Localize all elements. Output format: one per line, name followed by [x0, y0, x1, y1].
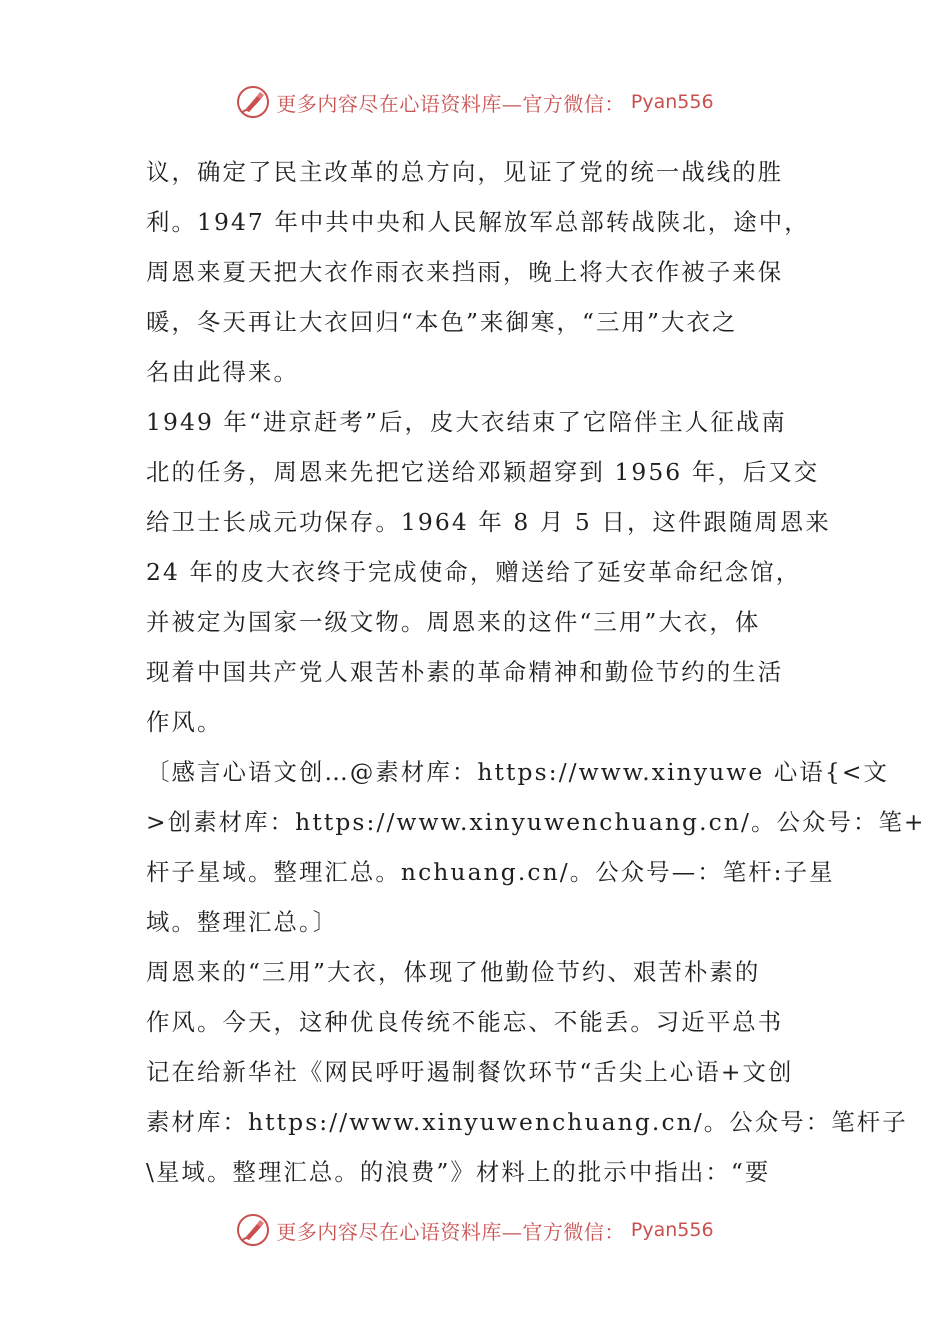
- pen-nib-logo-icon: [236, 1213, 270, 1247]
- wechat-id: Pyan556: [630, 1219, 714, 1241]
- footer-banner: [0, 1208, 950, 1252]
- text-line: 给卫士长成元功保存。1964 年 8 月 5 日，这件跟随周恩来: [146, 508, 831, 536]
- text-line: 议，确定了民主改革的总方向，见证了党的统一战线的胜: [146, 158, 784, 186]
- text-line: 周恩来夏天把大衣作雨衣来挡雨，晚上将大衣作被子来保: [146, 258, 784, 286]
- text-line: 北的任务，周恩来先把它送给邓颖超穿到 1956 年，后又交: [146, 458, 820, 486]
- header-banner: [0, 80, 950, 124]
- text-line: 记在给新华社《网民呼吁遏制餐饮环节“舌尖上心语+文创: [146, 1058, 794, 1086]
- text-line: 作风。今天，这种优良传统不能忘、不能丢。习近平总书: [146, 1008, 784, 1036]
- document-body: [146, 147, 926, 1197]
- text-line: 24 年的皮大衣终于完成使命，赠送给了延安革命纪念馆，: [146, 558, 802, 586]
- text-line: 杆子星域。整理汇总。nchuang.cn/。公众号—：笔杆:子星: [146, 858, 835, 886]
- banner-text: 更多内容尽在心语资料库—官方微信：: [276, 91, 625, 116]
- text-line: 周恩来的“三用”大衣，体现了他勤俭节约、艰苦朴素的: [146, 958, 761, 986]
- text-line: 并被定为国家一级文物。周恩来的这件“三用”大衣，体: [146, 608, 761, 636]
- text-line: 暖，冬天再让大衣回归“本色”来御寒，“三用”大衣之: [146, 308, 738, 336]
- banner-text: 更多内容尽在心语资料库—官方微信：: [276, 1219, 625, 1244]
- text-line: 1949 年“进京赶考”后，皮大衣结束了它陪伴主人征战南: [146, 408, 787, 436]
- text-line: 名由此得来。: [146, 358, 299, 386]
- text-line: 现着中国共产党人艰苦朴素的革命精神和勤俭节约的生活: [146, 658, 784, 686]
- text-line: >创素材库：https://www.xinyuwenchuang.cn/。公众号：笔+: [146, 808, 926, 836]
- text-line: 域。整理汇总。〕: [146, 908, 339, 936]
- wechat-id: Pyan556: [630, 91, 714, 113]
- text-line: \星域。整理汇总。的浪费”》材料上的批示中指出：“要: [146, 1158, 771, 1186]
- text-line: 素材库：https://www.xinyuwenchuang.cn/。公众号：笔杆子: [146, 1108, 908, 1136]
- text-line: 利。1947 年中共中央和人民解放军总部转战陕北，途中，: [146, 208, 810, 236]
- pen-nib-logo-icon: [236, 85, 270, 119]
- text-line: 〔感言心语文创…@素材库：https://www.xinyuwe 心语{<文: [146, 758, 890, 786]
- text-line: 作风。: [146, 708, 223, 736]
